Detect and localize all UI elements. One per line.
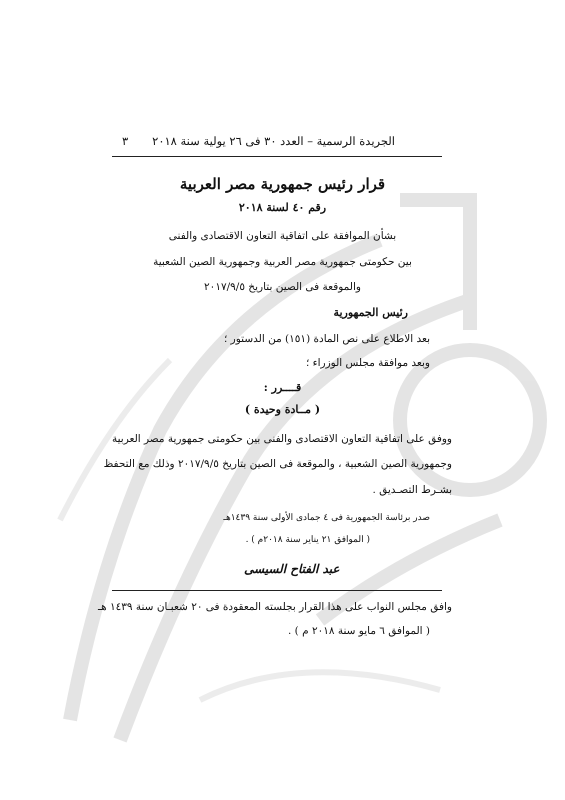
decree-number: رقم ٤٠ لسنة ٢٠١٨ (238, 201, 327, 214)
parliament-approval-line: ( الموافق ٦ مايو سنة ٢٠١٨ م ) . (287, 625, 430, 637)
footer-divider (112, 590, 442, 591)
article-body-line: ووفق على اتفاقية التعاون الاقتصادى والفنى بين حكومتى جمهورية مصر العربية (111, 433, 452, 445)
article-body-line: بشـرط التصـديق . (372, 484, 452, 496)
preamble-line: وبعد موافقة مجلس الوزراء ؛ (306, 357, 430, 369)
article-heading: ( مــادة وحيدة ) (244, 403, 321, 416)
president-signature: عبد الفتاح السيسى (244, 562, 340, 576)
page-number: ٣ (122, 134, 129, 148)
decree-subject-line: بشأن الموافقة على اتفاقية التعاون الاقتصادى والفنى (168, 230, 397, 242)
issued-line: صدر برئاسة الجمهورية فى ٤ جمادى الأولى سنة ١٤٣٩هـ (223, 513, 430, 523)
decree-subject-line: والموقعة فى الصين بتاريخ ٢٠١٧/٩/٥ (204, 281, 361, 293)
president-heading: رئيس الجمهورية (333, 306, 408, 319)
article-body-line: وجمهورية الصين الشعبية ، والموقعة فى الصين بتاريخ ٢٠١٧/٩/٥ وذلك مع التحفظ (103, 458, 452, 470)
gazette-header: الجريدة الرسمية – العدد ٣٠ فى ٢٦ يولية سنة ٢٠١٨ (152, 134, 395, 148)
issued-date-line: ( الموافق ٢١ يناير سنة ٢٠١٨م ) . (245, 535, 370, 545)
preamble-line: بعد الاطلاع على نص المادة (١٥١) من الدستور ؛ (224, 333, 430, 345)
decided-heading: قــــرر : (263, 381, 302, 394)
header-divider (112, 156, 442, 157)
decree-subject-line: بين حكومتى جمهورية مصر العربية وجمهورية الصين الشعبية (153, 256, 412, 268)
parliament-approval-line: وافق مجلس النواب على هذا القرار بجلسته المعقودة فى ٢٠ شعبـان سنة ١٤٣٩ هـ (98, 601, 452, 613)
decree-title: قرار رئيس جمهورية مصر العربية (179, 175, 386, 193)
